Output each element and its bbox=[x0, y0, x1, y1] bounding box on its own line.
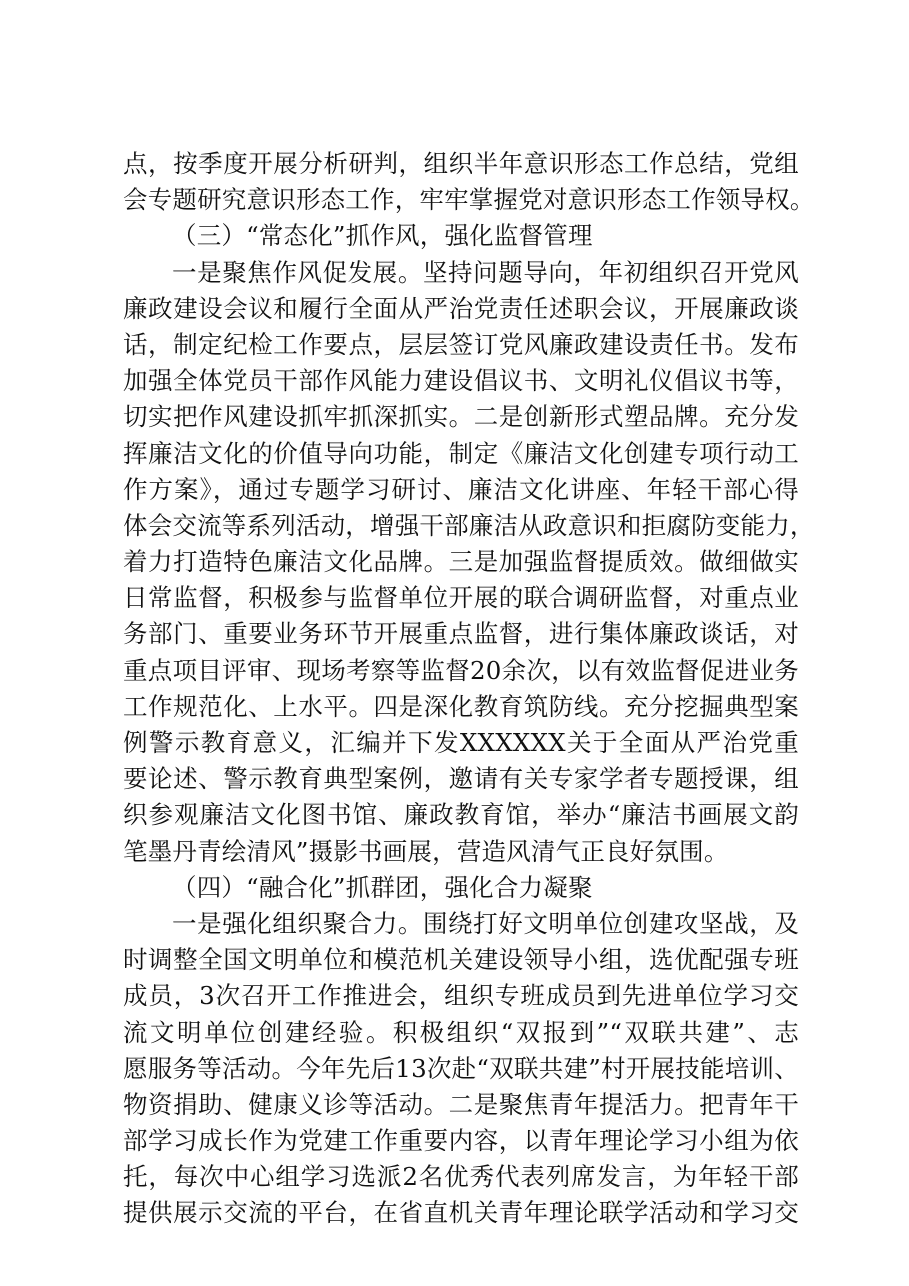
text-line: 成员，3次召开工作推进会，组织专班成员到先进单位学习交 bbox=[123, 981, 799, 1011]
text-line: 会专题研究意识形态工作，牢牢掌握党对意识形态工作领导权。 bbox=[123, 185, 815, 215]
document-body bbox=[123, 146, 815, 1232]
text-line: 要论述、警示教育典型案例，邀请有关专家学者专题授课，组 bbox=[123, 764, 799, 794]
text-line: 一是强化组织聚合力。围绕打好文明单位创建攻坚战，及 bbox=[172, 908, 799, 938]
text-line: 托，每次中心组学习选派2名优秀代表列席发言，为年轻干部 bbox=[123, 1162, 799, 1192]
text-line: 务部门、重要业务环节开展重点监督，进行集体廉政谈话，对 bbox=[123, 619, 799, 649]
text-line: 加强全体党员干部作风能力建设倡议书、文明礼仪倡议书等， bbox=[123, 366, 799, 396]
text-line: 廉政建设会议和履行全面从严治党责任述职会议，开展廉政谈 bbox=[123, 293, 799, 323]
text-line: 提供展示交流的平台，在省直机关青年理论联学活动和学习交 bbox=[123, 1198, 799, 1228]
text-line: 织参观廉洁文化图书馆、廉政教育馆，举办“廉洁书画展文韵 bbox=[123, 800, 799, 830]
text-line: 点，按季度开展分析研判，组织半年意识形态工作总结，党组 bbox=[123, 149, 799, 178]
text-line: 愿服务等活动。今年先后13次赴“双联共建”村开展技能培训、 bbox=[123, 1053, 799, 1083]
text-line: 一是聚焦作风促发展。坚持问题导向，年初组织召开党风 bbox=[172, 257, 799, 287]
text-line: 物资捐助、健康义诊等活动。二是聚焦青年提活力。把青年干 bbox=[123, 1089, 799, 1119]
text-line: 日常监督，积极参与监督单位开展的联合调研监督，对重点业 bbox=[123, 583, 799, 613]
text-line: 部学习成长作为党建工作重要内容，以青年理论学习小组为依 bbox=[123, 1126, 799, 1156]
text-line: 体会交流等系列活动，增强干部廉洁从政意识和拒腐防变能力， bbox=[123, 510, 815, 540]
text-line: 挥廉洁文化的价值导向功能，制定《廉洁文化创建专项行动工 bbox=[123, 438, 799, 468]
text-line: 作方案》，通过专题学习研讨、廉洁文化讲座、年轻干部心得 bbox=[123, 474, 799, 504]
text-line: 切实把作风建设抓牢抓深抓实。二是创新形式塑品牌。充分发 bbox=[123, 402, 799, 432]
text-line: 时调整全国文明单位和模范机关建设领导小组，选优配强专班 bbox=[123, 945, 799, 975]
text-line: 工作规范化、上水平。四是深化教育筑防线。充分挖掘典型案 bbox=[123, 691, 799, 721]
section-heading: （四）“融合化”抓群团，强化合力凝聚 bbox=[172, 872, 593, 902]
text-line: 例警示教育意义，汇编并下发XXXXXX关于全面从严治党重 bbox=[123, 728, 799, 757]
text-line: 流文明单位创建经验。积极组织“双报到”“双联共建”、志 bbox=[123, 1017, 799, 1047]
text-line: 笔墨丹青绘清风”摄影书画展，营造风清气正良好氛围。 bbox=[123, 836, 729, 866]
section-heading: （三）“常态化”抓作风，强化监督管理 bbox=[172, 221, 593, 251]
text-line: 着力打造特色廉洁文化品牌。三是加强监督提质效。做细做实 bbox=[123, 547, 799, 577]
text-line: 话，制定纪检工作要点，层层签订党风廉政建设责任书。发布 bbox=[123, 329, 799, 359]
text-line: 重点项目评审、现场考察等监督20余次，以有效监督促进业务 bbox=[123, 655, 799, 685]
